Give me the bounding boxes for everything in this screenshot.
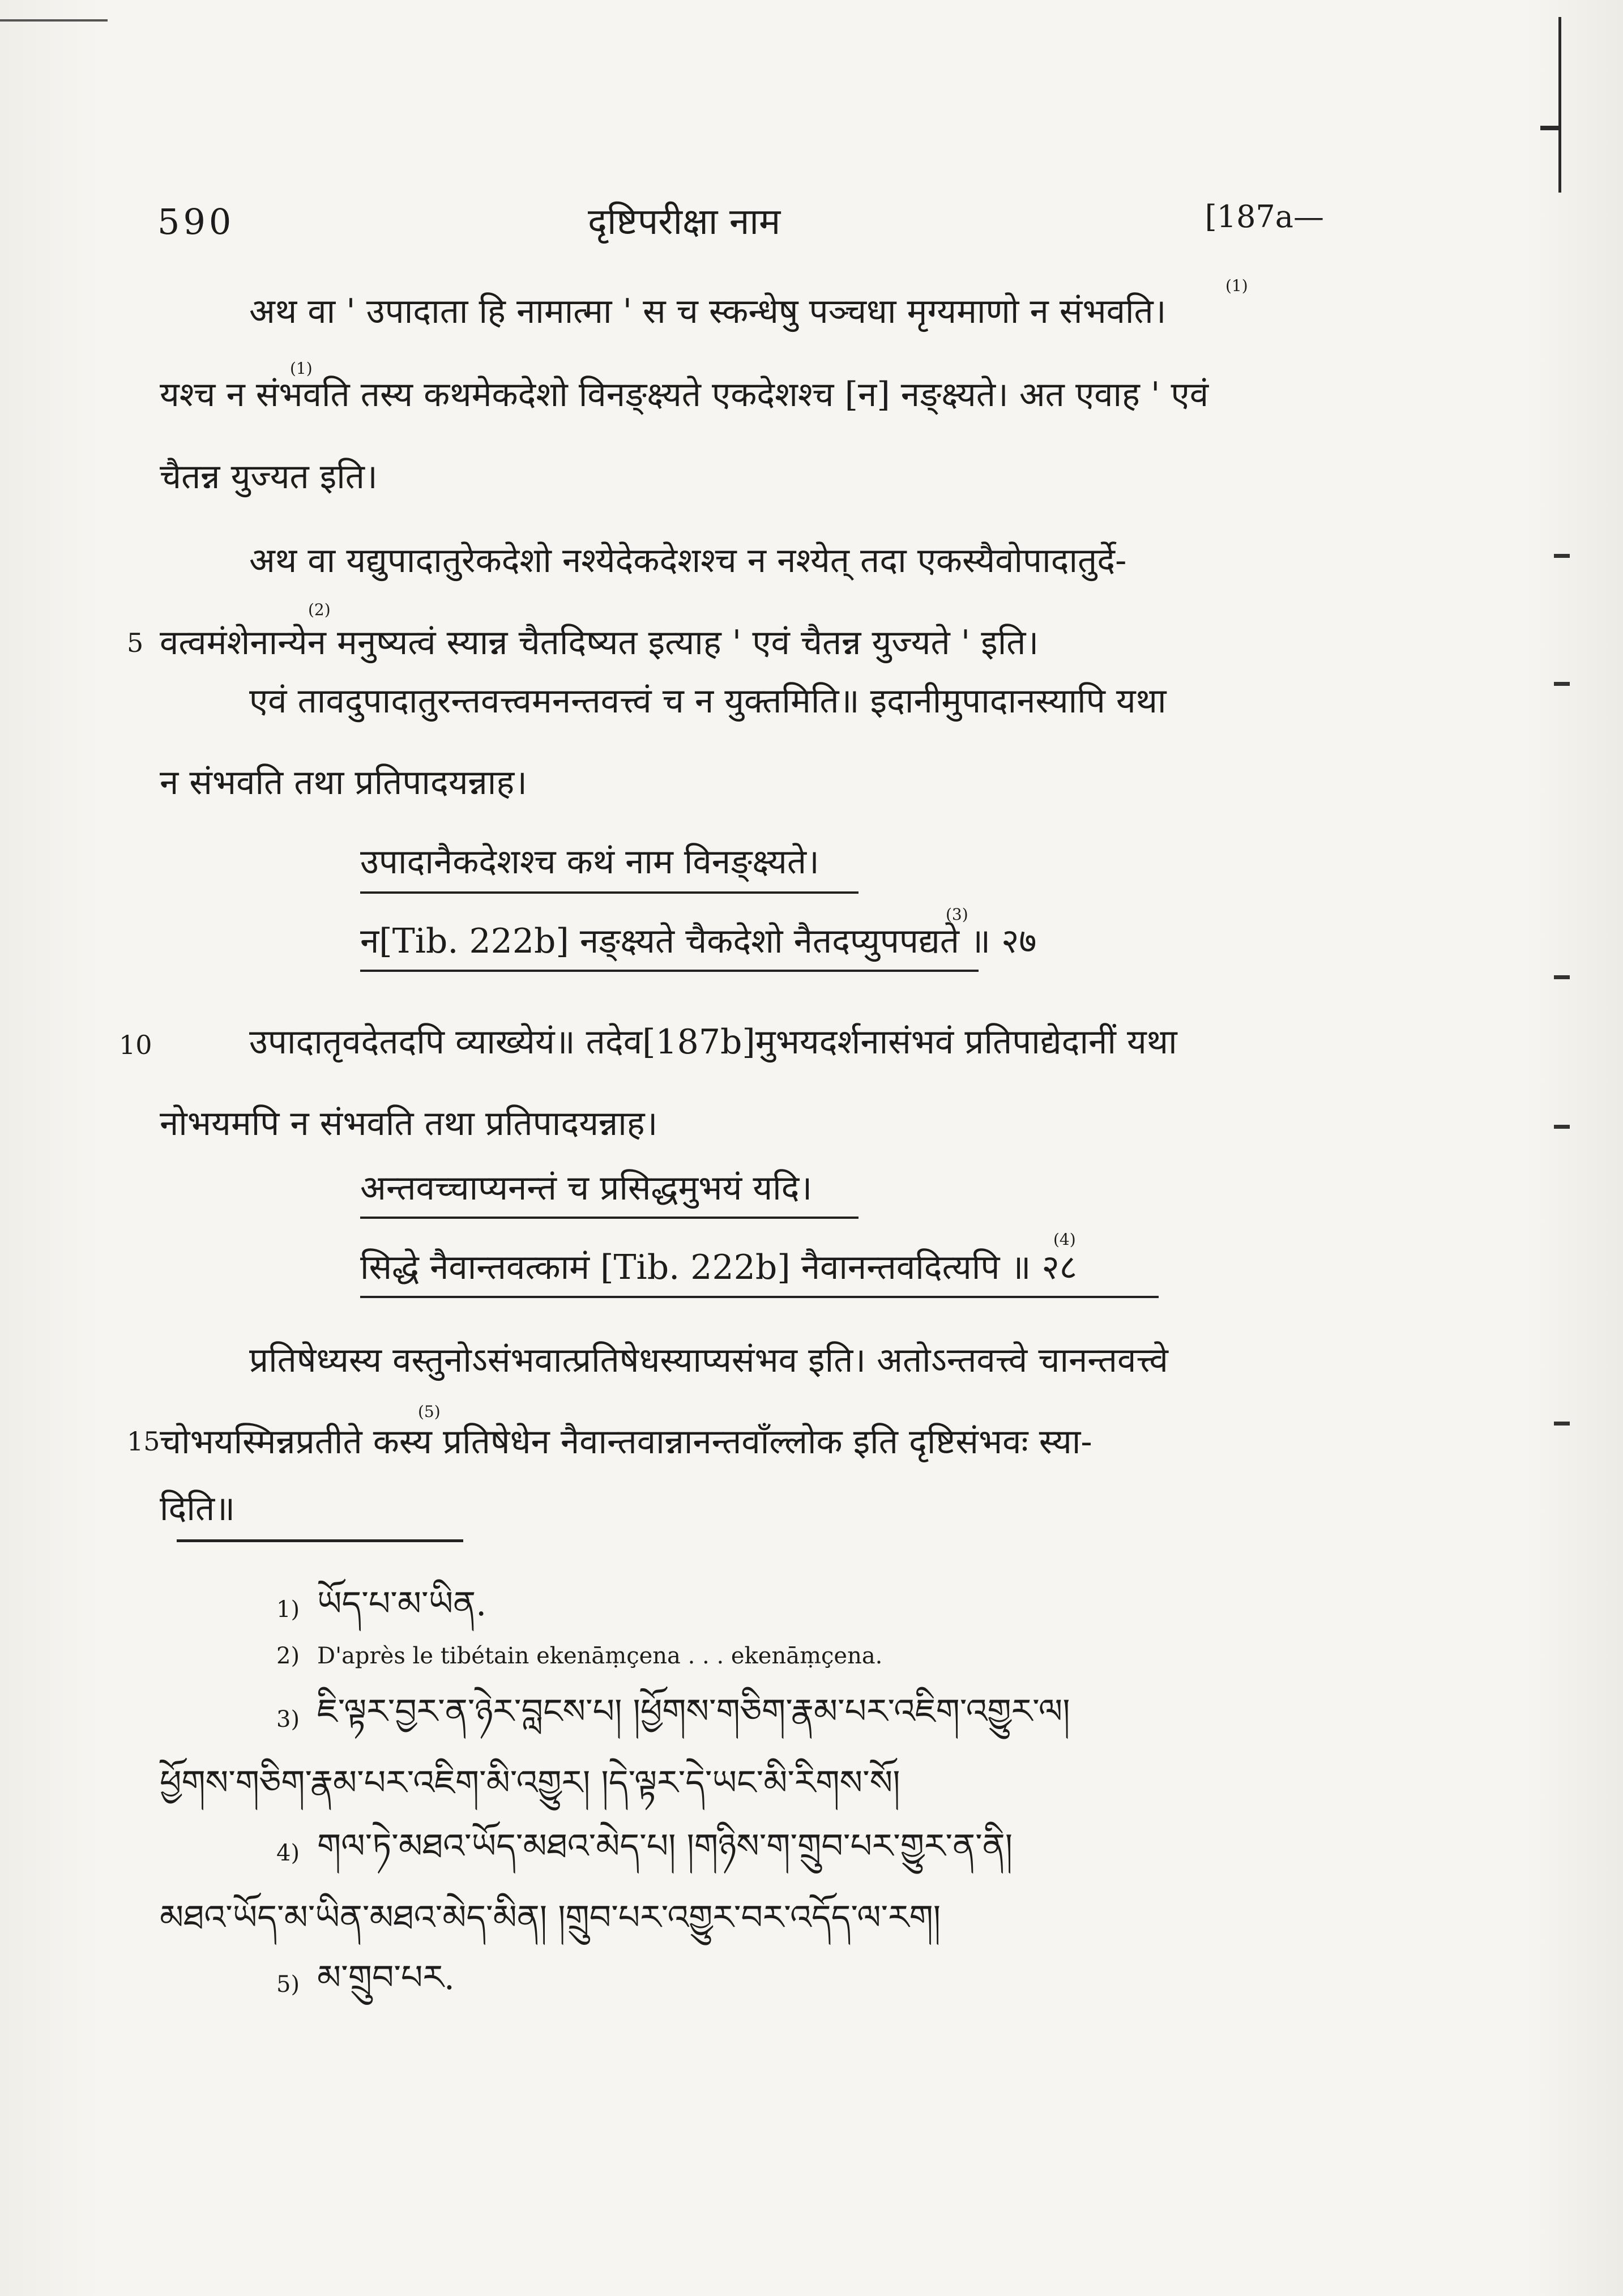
margin-mark (1554, 1422, 1570, 1426)
folio-reference: [187a— (1205, 199, 1324, 234)
verse-27-line-2: न[Tib. 222b] नङ्क्ष्यते चैकदेशो नैतदप्युपपद्यते ॥ २७ (360, 921, 1037, 961)
footnote-4-line-1: གལ་ཏེ་མཐའ་ཡོད་མཐའ་མེད་པ། །གཉིས་ག་གྲུབ་པར་གྱུར་ན་ནི། (317, 1826, 1013, 1866)
body-line-12: दिति॥ (160, 1489, 236, 1529)
page-number: 590 (157, 201, 235, 242)
body-line-3: चैतन्न युज्यत इति। (160, 457, 378, 497)
line-number-15: 15 (127, 1426, 160, 1457)
verse-27-rule-2 (360, 970, 979, 972)
body-line-10: प्रतिषेध्यस्य वस्तुनोऽसंभवात्प्रतिषेधस्याप्यसंभव इति। अतोऽन्तवत्त्वे चानन्तवत्त्वे (249, 1341, 1168, 1380)
scan-edge-tick (1540, 126, 1561, 130)
running-head (157, 195, 1324, 246)
body-line-5: वत्वमंशेनान्येन मनुष्यत्वं स्यान्न चैतदिष्यत इत्याह ' एवं चैतन्न युज्यते ' इति। (160, 623, 1039, 663)
footnote-5-text: མ་གྲུབ་པར. (317, 1958, 455, 1998)
running-title: दृष्टिपरीक्षा नाम (588, 201, 781, 243)
body-line-2: यश्च न संभवति तस्य कथमेकदेशो विनङ्क्ष्यते एकदेशश्च [न] नङ्क्ष्यते। अत एवाह ' एवं (160, 375, 1209, 415)
verse-27-line-1: उपादानैकदेशश्च कथं नाम विनङ्क्ष्यते। (360, 842, 819, 882)
verse-27-rule-1 (360, 891, 859, 894)
footnote-4-line-2: མཐའ་ཡོད་མ་ཡིན་མཐའ་མེད་མིན། །གྲུབ་པར་འགྱུར་བར་འདོད་ལ་རག། (160, 1898, 941, 1937)
body-line-4: अथ वा यद्युपादातुरेकदेशो नश्येदेकदेशश्च न नश्येत् तदा एकस्यैवोपादातुर्दे- (249, 541, 1127, 581)
footnote-3-marker: 3) (276, 1706, 300, 1732)
body-line-8: उपादातृवदेतदपि व्याख्येयं॥ तदेव[187b]मुभयदर्शनासंभवं प्रतिपाद्येदानीं यथा (249, 1022, 1177, 1062)
scan-artifact-line (0, 19, 108, 22)
margin-mark (1554, 554, 1570, 558)
footnote-1-text: ཡོད་པ་མ་ཡིན. (317, 1584, 487, 1624)
note-ref-2: (2) (308, 600, 331, 619)
margin-mark (1554, 1125, 1570, 1129)
footnote-divider (177, 1539, 463, 1542)
verse-28-line-1: अन्तवच्चाप्यनन्तं च प्रसिद्धमुभयं यदि। (360, 1168, 813, 1208)
footnote-5-marker: 5) (276, 1971, 300, 1998)
footnote-2-marker: 2) (276, 1643, 300, 1669)
note-ref-5: (5) (418, 1402, 441, 1421)
footnote-1-marker: 1) (276, 1597, 300, 1623)
note-ref-3: (3) (946, 905, 968, 924)
verse-28-line-2: सिद्धे नैवान्तवत्कामं [Tib. 222b] नैवानन्तवदित्यपि ॥ २८ (360, 1248, 1077, 1287)
verse-28-rule-1 (360, 1217, 859, 1219)
note-ref-1b: (1) (290, 359, 313, 378)
body-line-1: अथ वा ' उपादाता हि नामात्मा ' स च स्कन्धेषु पञ्चधा मृग्यमाणो न संभवति। (249, 292, 1167, 331)
footnote-3-line-1: ཇི་ལྟར་བྱར་ན་ཉེར་བླངས་པ། །ཕྱོགས་གཅིག་རྣམ་པར་འཇིག་འགྱུར་ལ། (317, 1692, 1070, 1731)
line-number-5: 5 (127, 628, 144, 658)
body-line-9: नोभयमपि न संभवति तथा प्रतिपादयन्नाह। (160, 1104, 658, 1143)
line-number-10: 10 (119, 1030, 152, 1060)
body-line-11: चोभयस्मिन्नप्रतीते कस्य प्रतिषेधेन नैवान्तवान्नानन्तवाँल्लोक इति दृष्टिसंभवः स्या- (160, 1422, 1092, 1462)
verse-28-rule-2 (360, 1296, 1159, 1298)
note-ref-1a: (1) (1225, 276, 1248, 295)
footnote-4-marker: 4) (276, 1840, 300, 1866)
footnote-2-text: D'après le tibétain ekenāṃçena . . . ekenāṃçena. (317, 1643, 883, 1669)
footnote-3-line-2: ཕྱོགས་གཅིག་རྣམ་པར་འཇིག་མི་འགྱུར། །དེ་ལྟར་དེ་ཡང་མི་རིགས་སོ། (160, 1763, 900, 1803)
body-line-7: न संभवति तथा प्रतिपादयन्नाह। (160, 763, 527, 803)
note-ref-4: (4) (1053, 1230, 1076, 1249)
body-line-6: एवं तावदुपादातुरन्तवत्त्वमनन्तवत्त्वं च न युक्तमिति॥ इदानीमुपादानस्यापि यथा (249, 681, 1167, 721)
margin-mark (1554, 975, 1570, 979)
scan-edge-line (1558, 17, 1561, 193)
margin-mark (1554, 682, 1570, 686)
